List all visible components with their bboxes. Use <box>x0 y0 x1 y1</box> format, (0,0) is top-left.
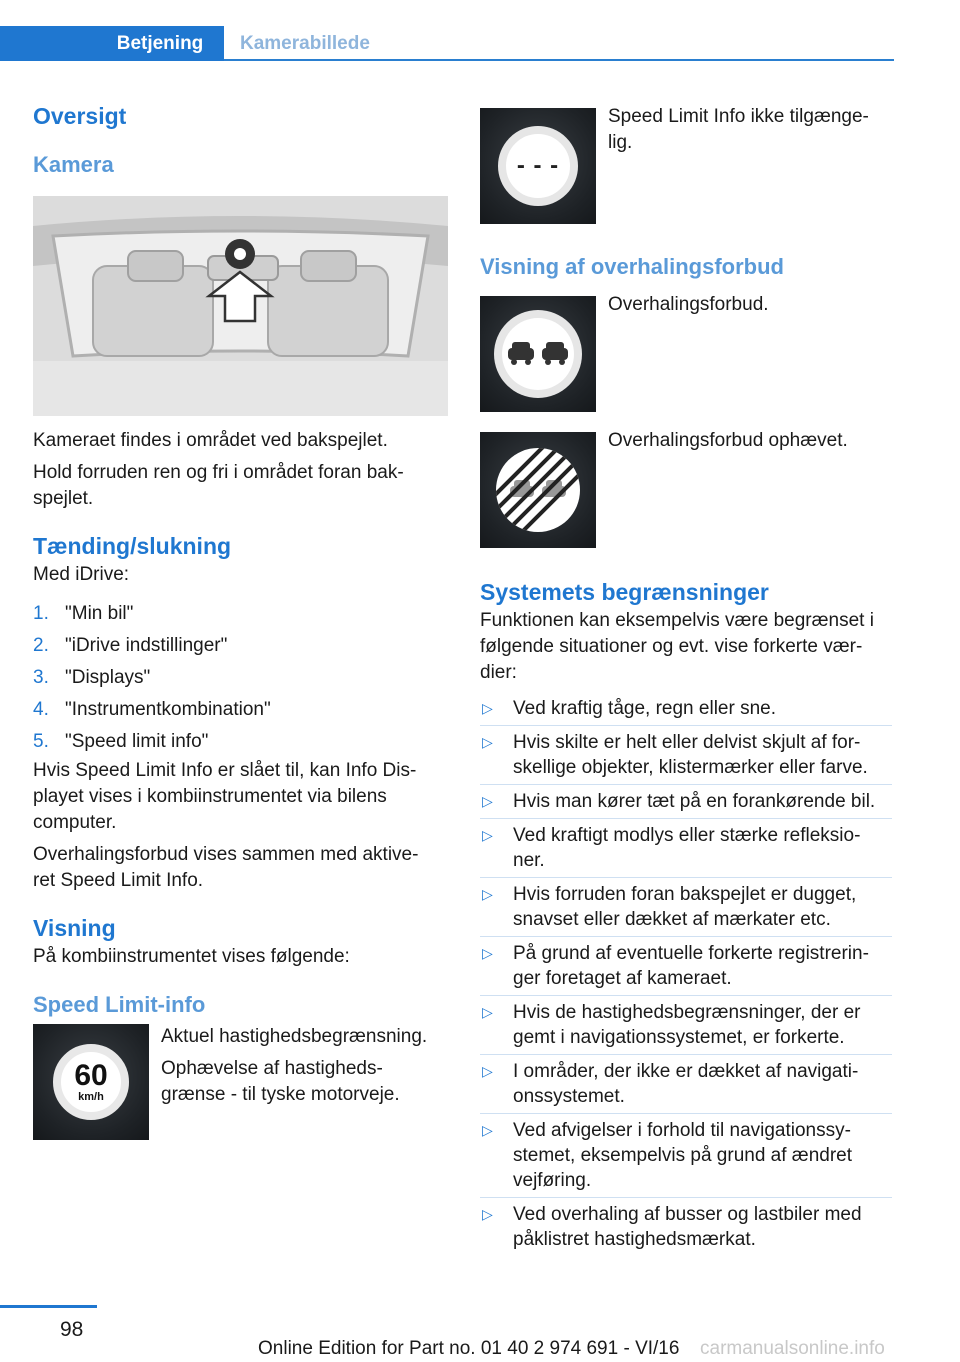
list-item <box>480 1198 892 1256</box>
speed-sign-disc <box>53 1044 129 1120</box>
overtake-text-wrap <box>596 292 769 318</box>
heading-kamera: Kamera <box>33 152 114 177</box>
triangle-bullet-icon: ▷ <box>482 793 493 809</box>
footer-accent-line <box>0 1305 97 1308</box>
unavailable-row <box>480 108 900 224</box>
no-overtaking-icon <box>490 306 586 402</box>
step-number: 3. <box>33 667 49 688</box>
triangle-bullet-icon: ▷ <box>482 734 493 750</box>
step-number: 5. <box>33 731 49 752</box>
unavailable-text: Speed Limit Info ikke tilgænge-lig. <box>608 106 869 153</box>
list-item <box>33 598 448 630</box>
triangle-bullet-icon: ▷ <box>482 1004 493 1020</box>
step-label: "iDrive indstillinger" <box>65 635 228 656</box>
bullet-text: Hvis forruden foran bakspejlet er dugget, snavset eller dækket af mærkater etc. <box>513 884 857 930</box>
overtake-text: Overhalingsforbud. <box>608 294 769 315</box>
speed-sign-number: 60 <box>74 1059 108 1092</box>
triangle-bullet-icon: ▷ <box>482 945 493 961</box>
bullet-text: Ved afvigelser i forhold til navigationssy-stemet, eksempelvis på grund af ændret vejføring. <box>513 1120 853 1191</box>
ignition-text-overtake: Overhalingsforbud vises sammen med aktive-ret Speed Limit Info. <box>33 844 419 891</box>
overtake-end-text: Overhalingsforbud ophævet. <box>608 430 848 451</box>
bullet-text: Hvis de hastighedsbegrænsninger, der er gemt i navigationssystemet, er forkerte. <box>513 1002 861 1048</box>
speed-limit-60-sign <box>33 1024 149 1140</box>
camera-photo <box>33 196 448 416</box>
display-text: På kombiinstrumentet vises følgende: <box>33 946 350 967</box>
left-column <box>33 100 448 1140</box>
tab-kamerabillede[interactable] <box>240 26 370 61</box>
triangle-bullet-icon: ▷ <box>482 827 493 843</box>
bullet-text: Ved overhaling af busser og lastbiler med påklistret hastighedsmærkat. <box>513 1204 862 1250</box>
bullet-text: Hvis man kører tæt på en forankørende bil. <box>513 791 876 812</box>
list-item <box>480 1055 892 1114</box>
step-number: 1. <box>33 603 49 624</box>
heading-speed-limit-info: Speed Limit-info <box>33 992 206 1017</box>
speed-limit-unavailable-sign <box>480 108 596 224</box>
overtake-end-text-wrap <box>596 428 848 454</box>
step-label: "Instrumentkombination" <box>65 699 271 720</box>
ignition-text-info: Hvis Speed Limit Info er slået til, kan Info Dis-playet vises i kombiinstrumentet via bilens computer. <box>33 760 417 833</box>
heading-taending: Tænding/slukning <box>33 533 232 559</box>
overtake-row <box>480 296 900 412</box>
unavailable-sign-dashes: - - - <box>516 152 560 179</box>
end-no-overtaking-icon <box>490 442 586 538</box>
right-column <box>480 100 900 1256</box>
step-label: "Displays" <box>65 667 151 688</box>
limitations-list <box>480 692 892 1256</box>
list-item <box>33 662 448 694</box>
bullet-text: Ved kraftig tåge, regn eller sne. <box>513 698 776 719</box>
overtake-end-row <box>480 432 900 548</box>
heading-begraensninger: Systemets begrænsninger <box>480 579 769 605</box>
limits-intro: Funktionen kan eksempelvis være begrænset i følgende situationer og evt. vise forkerte vær-dier: <box>480 610 874 683</box>
triangle-bullet-icon: ▷ <box>482 1122 493 1138</box>
tab-kamerabillede-label: Kamerabillede <box>240 32 370 54</box>
list-item <box>33 630 448 662</box>
end-no-overtaking-sign <box>480 432 596 548</box>
bullet-text: Hvis skilte er helt eller delvist skjult af for-skellige objekter, klistermærker eller farve. <box>513 732 868 778</box>
list-item <box>480 878 892 937</box>
list-item <box>480 692 892 726</box>
step-label: "Min bil" <box>65 603 134 624</box>
list-item <box>33 726 448 758</box>
unavailable-text-wrap <box>596 104 893 156</box>
step-label: "Speed limit info" <box>65 731 209 752</box>
watermark: carmanualsonline.info <box>700 1338 885 1359</box>
step-number: 4. <box>33 699 49 720</box>
header-bar <box>0 26 894 61</box>
bullet-text: Ved kraftigt modlys eller stærke refleksio-ner. <box>513 825 861 871</box>
list-item <box>480 819 892 878</box>
section-title-oversigt: Oversigt <box>33 103 127 129</box>
bullet-text: På grund af eventuelle forkerte registrerin-ger foretaget af kameraet. <box>513 943 869 989</box>
speed-text-current: Aktuel hastighedsbegrænsning. <box>161 1026 428 1047</box>
step-number: 2. <box>33 635 49 656</box>
bullet-text: I områder, der ikke er dækket af navigati-onssystemet. <box>513 1061 859 1107</box>
list-item <box>480 726 892 785</box>
list-item <box>480 785 892 819</box>
heading-visning: Visning <box>33 915 116 941</box>
triangle-bullet-icon: ▷ <box>482 1206 493 1222</box>
speed-text-end: Ophævelse af hastigheds-grænse - til tyske motorveje. <box>161 1058 400 1105</box>
camera-text-location: Kameraet findes i området ved bakspejlet. <box>33 430 388 451</box>
camera-text-clean: Hold forruden ren og fri i området foran bak-spejlet. <box>33 462 404 509</box>
triangle-bullet-icon: ▷ <box>482 1063 493 1079</box>
car-interior-illustration <box>33 196 448 416</box>
speed-sign-unit: km/h <box>78 1091 104 1103</box>
heading-overhalingsforbud: Visning af overhalingsforbud <box>480 254 784 279</box>
list-item <box>480 996 892 1055</box>
tab-betjening-label: Betjening <box>116 32 204 54</box>
triangle-bullet-icon: ▷ <box>482 886 493 902</box>
edition-text: Online Edition for Part no. 01 40 2 974 691 - VI/16 <box>258 1338 680 1359</box>
triangle-bullet-icon: ▷ <box>482 700 493 716</box>
no-overtaking-sign <box>480 296 596 412</box>
idrive-steps <box>33 598 448 758</box>
page-number: 98 <box>60 1318 84 1341</box>
speed-limit-text <box>149 1024 431 1108</box>
tab-betjening[interactable] <box>0 26 224 61</box>
list-item <box>480 937 892 996</box>
list-item <box>480 1114 892 1198</box>
list-item <box>33 694 448 726</box>
unavailable-sign-disc <box>498 126 578 206</box>
ignition-intro: Med iDrive: <box>33 564 130 585</box>
speed-limit-row <box>33 1024 448 1140</box>
